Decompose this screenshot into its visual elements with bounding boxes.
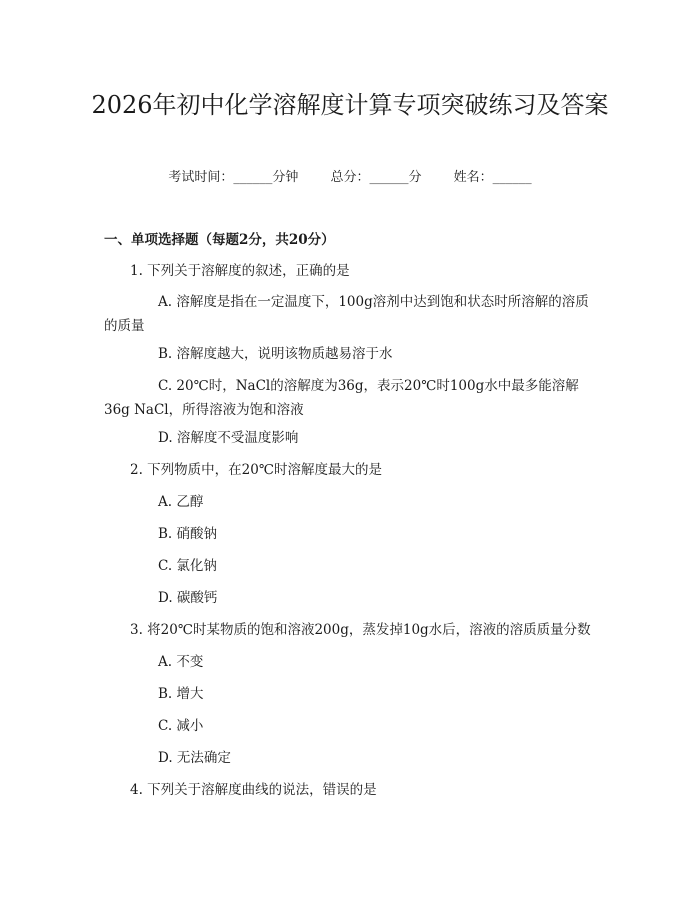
- question-2-option-b: B. 硝酸钠: [158, 526, 218, 542]
- total-score-field: 总分：______分: [330, 170, 422, 185]
- question-4-stem: 4. 下列关于溶解度曲线的说法，错误的是: [130, 782, 377, 798]
- exam-info-line: [0, 168, 700, 188]
- question-3-option-c: C. 减小: [158, 718, 204, 734]
- exam-time-field: 考试时间：______分钟: [168, 170, 299, 185]
- question-2-option-c: C. 氯化钠: [158, 558, 217, 574]
- document-title: 2026年初中化学溶解度计算专项突破练习及答案: [91, 91, 609, 119]
- question-2-option-a: A. 乙醇: [158, 494, 204, 510]
- question-1-option-a: A. 溶解度是指在一定温度下，100g溶剂中达到饱和状态时所溶解的溶质的质量: [104, 294, 589, 334]
- question-2-option-d: D. 碳酸钙: [158, 590, 218, 606]
- question-2-stem: 2. 下列物质中，在20℃时溶解度最大的是: [130, 462, 382, 478]
- question-1-option-b: B. 溶解度越大，说明该物质越易溶于水: [158, 346, 393, 362]
- question-1-option-c: C. 20℃时，NaCl的溶解度为36g，表示20℃时100g水中最多能溶解36g NaCl，所得溶液为饱和溶液: [104, 378, 579, 418]
- question-1-stem: 1. 下列关于溶解度的叙述，正确的是: [130, 263, 350, 279]
- section-heading: 一、单项选择题（每题2分，共20分）: [104, 232, 335, 248]
- student-name-field: 姓名：______: [453, 170, 532, 185]
- question-3-option-b: B. 增大: [158, 686, 204, 702]
- question-1-option-d: D. 溶解度不受温度影响: [158, 430, 299, 446]
- question-3-stem: 3. 将20℃时某物质的饱和溶液200g，蒸发掉10g水后，溶液的溶质质量分数: [130, 622, 591, 638]
- question-3-option-d: D. 无法确定: [158, 750, 231, 766]
- question-3-option-a: A. 不变: [158, 654, 204, 670]
